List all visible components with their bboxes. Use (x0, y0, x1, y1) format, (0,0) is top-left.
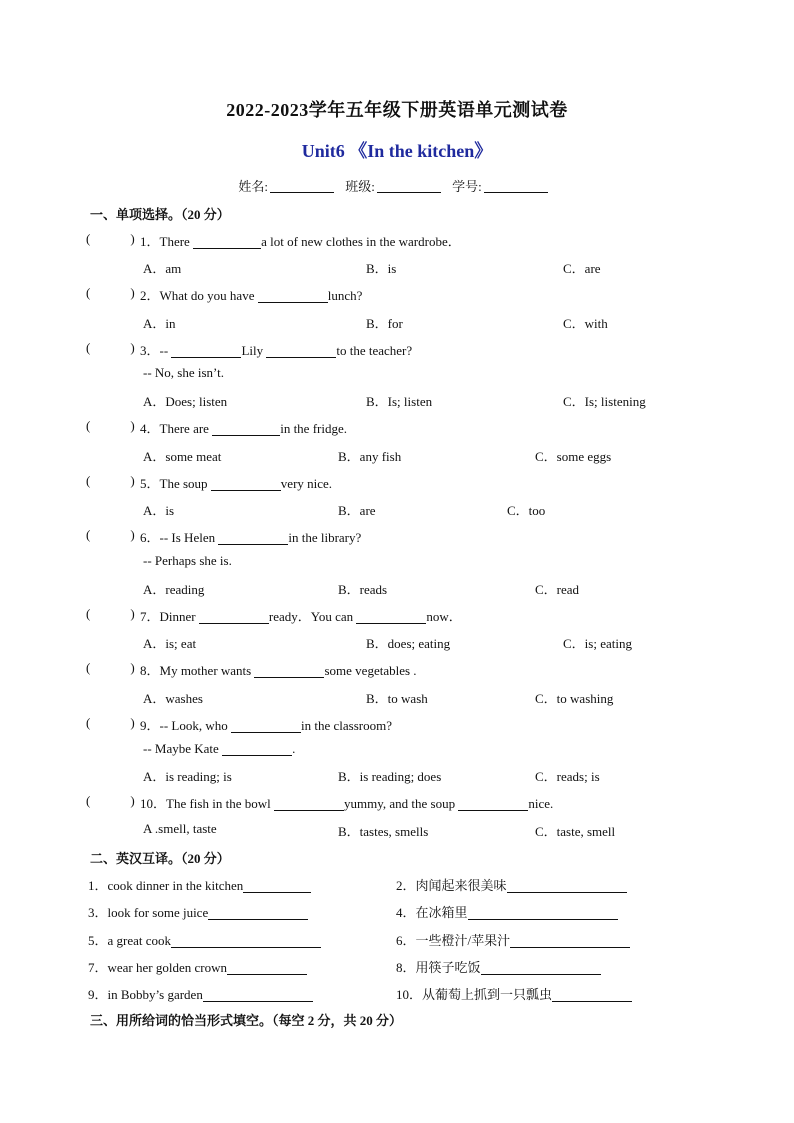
option-a: A．Does; listen (143, 394, 228, 409)
question-3-reply: -- No, she isn’t. (143, 365, 225, 380)
question-7: 7．Dinner ready．You can now． (140, 609, 462, 624)
option-c: C．too (507, 503, 546, 518)
option-c: C．is; eating (563, 636, 632, 651)
answer-paren: ( ) (86, 660, 135, 675)
option-c: C．some eggs (535, 449, 612, 464)
translation-item: 3．look for some juice (88, 902, 308, 921)
translation-item: 8．用筷子吃饭 (396, 957, 601, 976)
translation-item: 5．a great cook (88, 930, 321, 949)
option-c: C．read (535, 582, 580, 597)
answer-paren: ( ) (86, 231, 135, 246)
option-a: A．am (143, 261, 182, 276)
option-a: A．is (143, 503, 175, 518)
option-b: B．tastes, smells (338, 824, 429, 839)
question-4: 4．There are in the fridge. (140, 421, 347, 436)
question-5: 5．The soup very nice. (140, 476, 333, 491)
class-label: 班级: (345, 179, 375, 194)
option-b: B．does; eating (366, 636, 451, 651)
option-b: B．any fish (338, 449, 402, 464)
question-10: 10．The fish in the bowl yummy, and the soup nice. (140, 796, 554, 811)
option-a: A．in (143, 316, 176, 331)
section-1-heading: 一、单项选择。（20 分） (90, 207, 230, 222)
translation-item: 4．在冰箱里 (396, 902, 618, 921)
id-label: 学号: (452, 179, 482, 194)
answer-paren: ( ) (86, 606, 135, 621)
option-b: B．for (366, 316, 403, 331)
answer-paren: ( ) (86, 340, 135, 355)
option-b: B．is (366, 261, 397, 276)
translation-item: 9．in Bobby’s garden (88, 984, 313, 1003)
question-3: 3．-- Lily to the teacher? (140, 343, 413, 358)
answer-paren: ( ) (86, 473, 135, 488)
answer-paren: ( ) (86, 285, 135, 300)
answer-paren: ( ) (86, 793, 135, 808)
answer-paren: ( ) (86, 527, 135, 542)
translation-item: 10．从葡萄上抓到一只瓢虫 (396, 984, 632, 1003)
question-8: 8．My mother wants some vegetables . (140, 663, 417, 678)
id-blank[interactable] (484, 180, 548, 193)
translation-item: 7．wear her golden crown (88, 957, 307, 976)
option-c: C．with (563, 316, 608, 331)
page-title: 2022-2023学年五年级下册英语单元测试卷 (226, 100, 568, 120)
question-6: 6．-- Is Helen in the library? (140, 530, 362, 545)
name-label: 姓名: (238, 179, 268, 194)
option-a: A．washes (143, 691, 203, 706)
translation-item: 1．cook dinner in the kitchen (88, 875, 311, 894)
option-c: C．taste, smell (535, 824, 616, 839)
section-2-heading: 二、英汉互译。（20 分） (90, 851, 230, 866)
option-a: A．is; eat (143, 636, 197, 651)
translation-item: 6．一些橙汁/苹果汁 (396, 930, 630, 949)
answer-paren: ( ) (86, 418, 135, 433)
option-c: C．Is; listening (563, 394, 646, 409)
answer-paren: ( ) (86, 715, 135, 730)
option-c: C．are (563, 261, 601, 276)
question-1: 1．There a lot of new clothes in the wardrobe． (140, 234, 461, 249)
option-b: B．reads (338, 582, 388, 597)
question-9-reply: -- Maybe Kate . (143, 741, 296, 756)
student-info-row (0, 176, 794, 195)
option-a: A .smell, taste (143, 821, 217, 836)
option-b: B．is reading; does (338, 769, 442, 784)
option-b: B．Is; listen (366, 394, 433, 409)
unit-subtitle: Unit6 《In the kitchen》 (301, 141, 493, 161)
translation-item: 2．肉闻起来很美味 (396, 875, 627, 894)
section-3-heading: 三、用所给词的恰当形式填空。（每空 2 分，共 20 分） (90, 1013, 403, 1028)
question-9: 9．-- Look, who in the classroom? (140, 718, 392, 733)
question-6-reply: -- Perhaps she is. (143, 553, 232, 568)
question-2: 2．What do you have lunch? (140, 288, 363, 303)
option-a: A．some meat (143, 449, 222, 464)
option-b: B．to wash (366, 691, 428, 706)
name-blank[interactable] (270, 180, 334, 193)
blank (193, 236, 261, 249)
option-a: A．is reading; is (143, 769, 232, 784)
option-c: C．reads; is (535, 769, 600, 784)
option-b: B．are (338, 503, 376, 518)
option-c: C．to washing (535, 691, 614, 706)
option-a: A．reading (143, 582, 205, 597)
class-blank[interactable] (377, 180, 441, 193)
